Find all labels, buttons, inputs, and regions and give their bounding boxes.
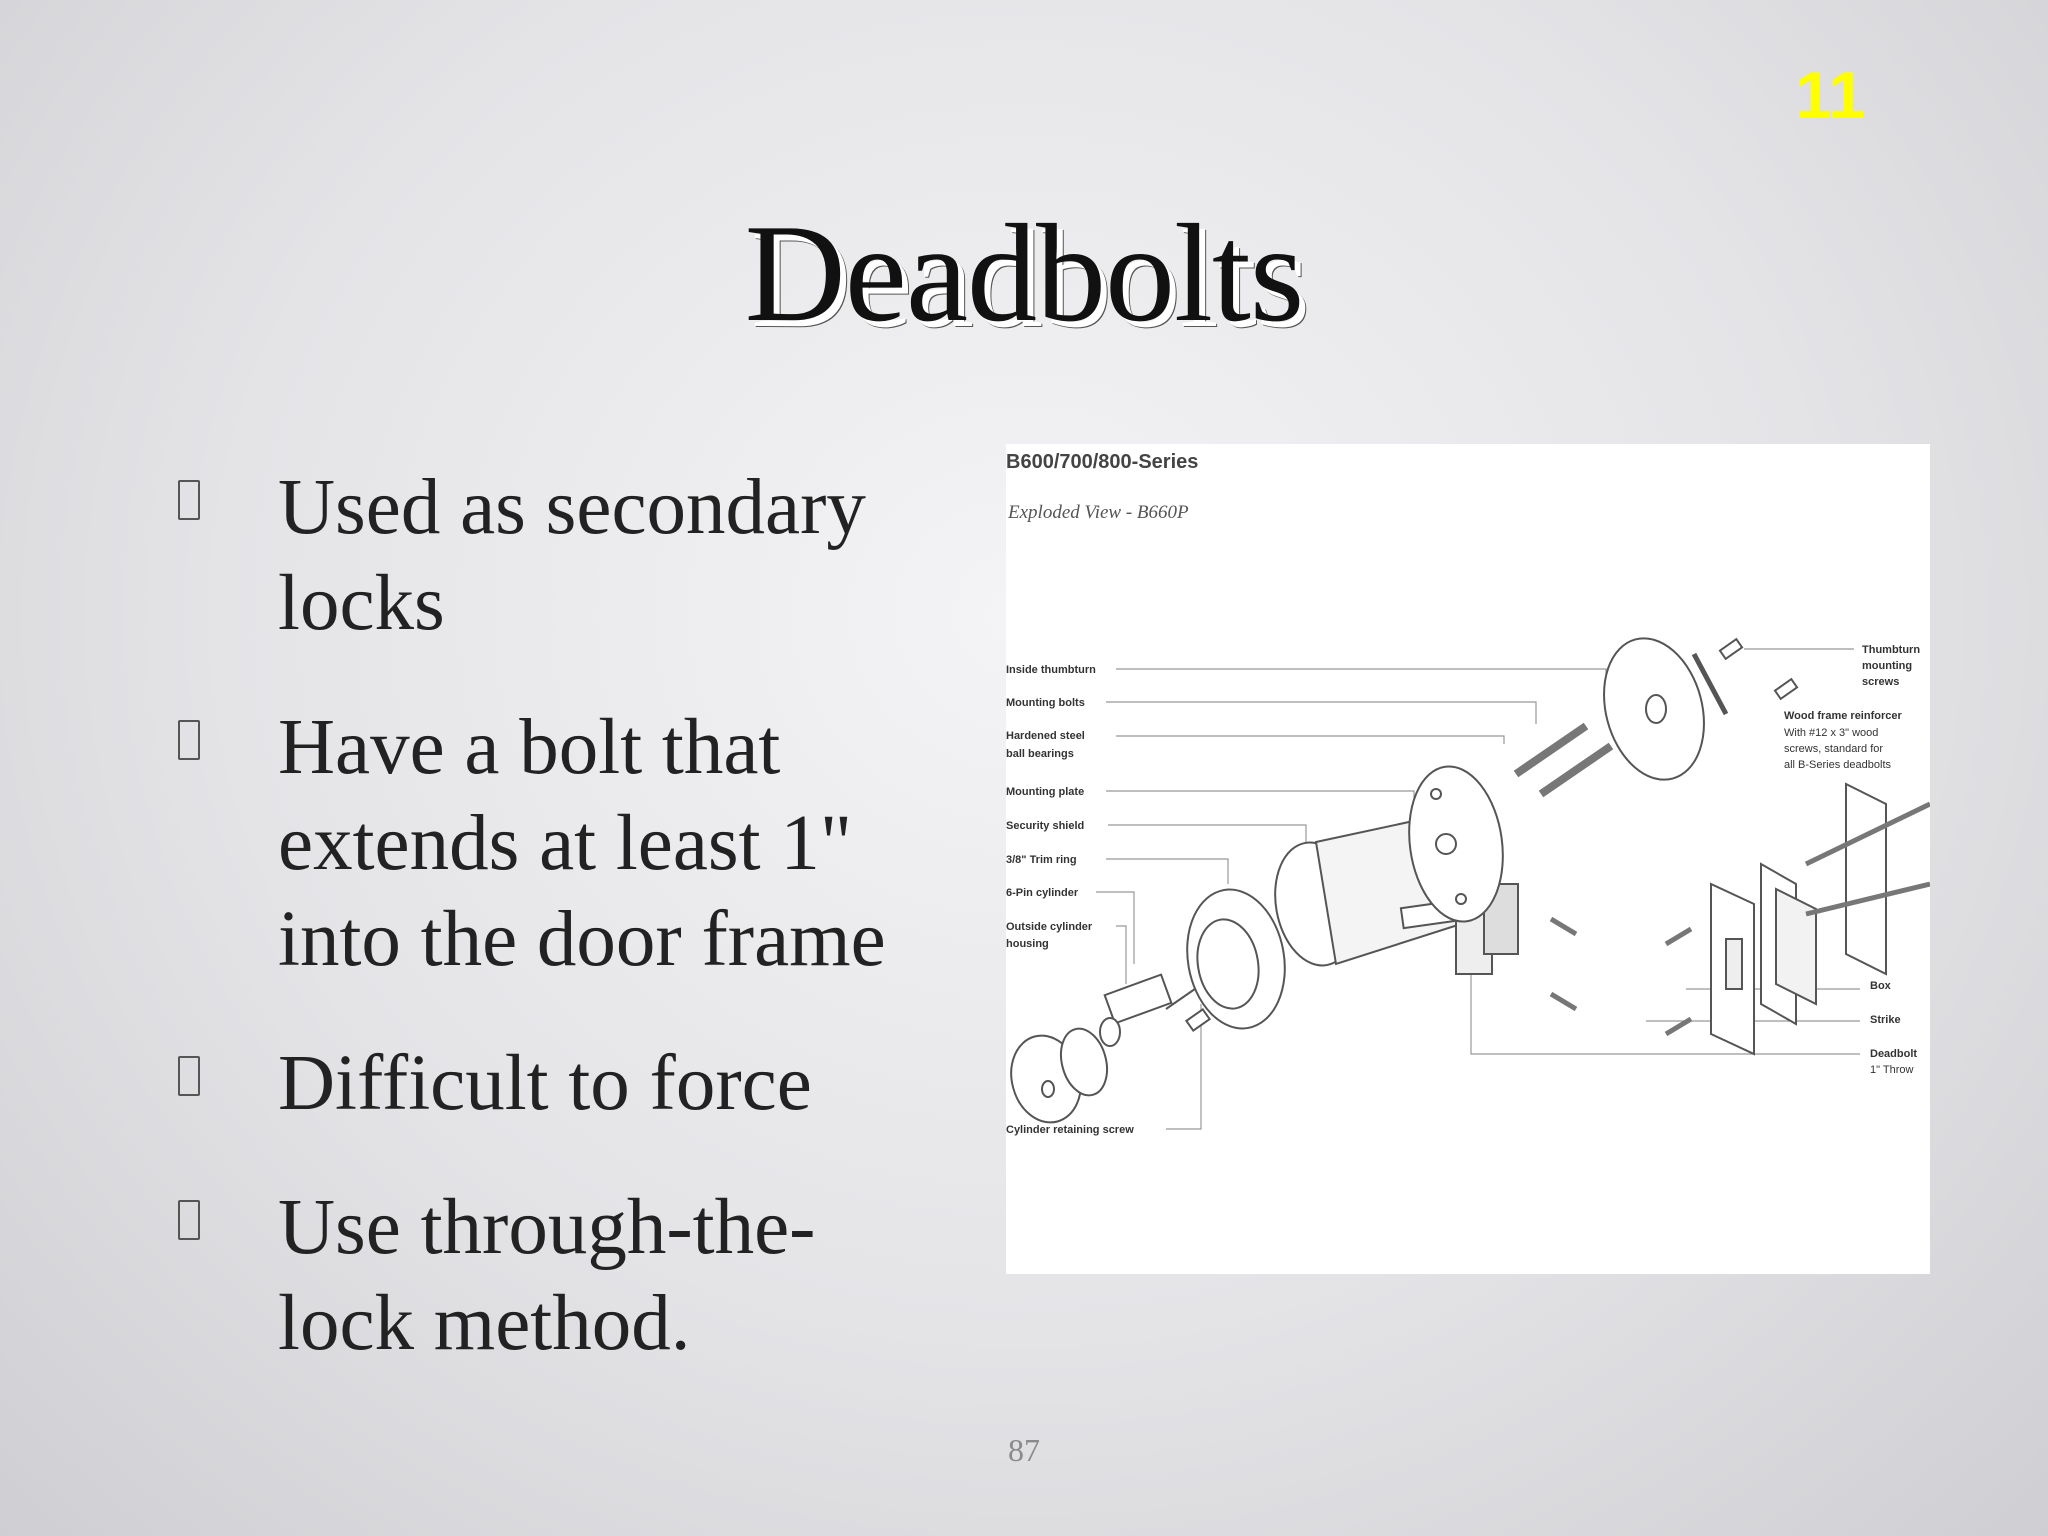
mounting-bolts	[1516, 726, 1611, 794]
diagram-svg	[1006, 444, 1930, 1274]
callout-box: Box	[1870, 980, 1891, 992]
callout-all-b-series: all B-Series deadbolts	[1784, 759, 1892, 771]
bullet-icon	[178, 480, 200, 520]
diagram-heading: B600/700/800-Series	[1006, 451, 1199, 473]
bullet-icon	[178, 1056, 200, 1096]
callout-wood-screws: With #12 x 3" wood	[1784, 727, 1879, 739]
bullet-text: Have a bolt that extends at least 1" into the door frame	[278, 704, 886, 983]
callout-trim-ring: 3/8" Trim ring	[1006, 854, 1077, 866]
callout-thumbturn: Thumbturn	[1862, 644, 1921, 656]
callout-ball-bearings: ball bearings	[1006, 748, 1074, 760]
bullet-text: Used as secondary locks	[278, 464, 866, 647]
callout-security-shield: Security shield	[1006, 820, 1085, 832]
callout-deadbolt: Deadbolt	[1870, 1048, 1918, 1060]
callout-strike: Strike	[1870, 1014, 1901, 1026]
bullet-item	[170, 700, 950, 988]
callout-outside-cylinder: Outside cylinder	[1006, 921, 1093, 933]
slide-number: 11	[1795, 58, 1865, 132]
callout-mounting-plate: Mounting plate	[1006, 786, 1085, 798]
strike-box	[1761, 864, 1816, 1024]
callout-wood-frame-reinforcer: Wood frame reinforcer	[1784, 710, 1902, 722]
callout-standard-for: screws, standard for	[1784, 743, 1884, 755]
callout-mounting: mounting	[1862, 660, 1913, 672]
inside-thumbturn	[1589, 627, 1726, 791]
page-number: 87	[1008, 1432, 1040, 1468]
bullet-item	[170, 1180, 950, 1372]
strike-plate	[1711, 884, 1754, 1054]
bullet-icon	[178, 1200, 200, 1240]
callout-1-throw: 1" Throw	[1870, 1064, 1914, 1076]
callout-inside-thumbturn: Inside thumbturn	[1006, 664, 1096, 676]
bullet-text: Use through-the-lock method.	[278, 1184, 816, 1367]
callout-6pin-cylinder: 6-Pin cylinder	[1006, 887, 1079, 899]
bullet-text: Difficult to force	[278, 1040, 812, 1127]
callout-mounting-bolts: Mounting bolts	[1006, 697, 1085, 709]
callout-housing: housing	[1006, 938, 1049, 950]
deadbolt-exploded-diagram	[1006, 444, 1930, 1274]
bullet-icon	[178, 720, 200, 760]
bullet-item	[170, 460, 950, 652]
callout-hardened-steel: Hardened steel	[1006, 730, 1085, 742]
callout-screws: screws	[1862, 676, 1900, 688]
callout-cylinder-retaining-screw: Cylinder retaining screw	[1006, 1124, 1134, 1136]
outside-cylinder-housing	[1006, 1023, 1114, 1130]
bullet-list	[170, 460, 950, 1420]
wood-frame-reinforcer	[1806, 784, 1930, 974]
diagram-subheading: Exploded View - B660P	[1008, 502, 1189, 523]
bullet-item	[170, 1036, 950, 1132]
slide-title: Deadbolts	[744, 196, 1304, 351]
